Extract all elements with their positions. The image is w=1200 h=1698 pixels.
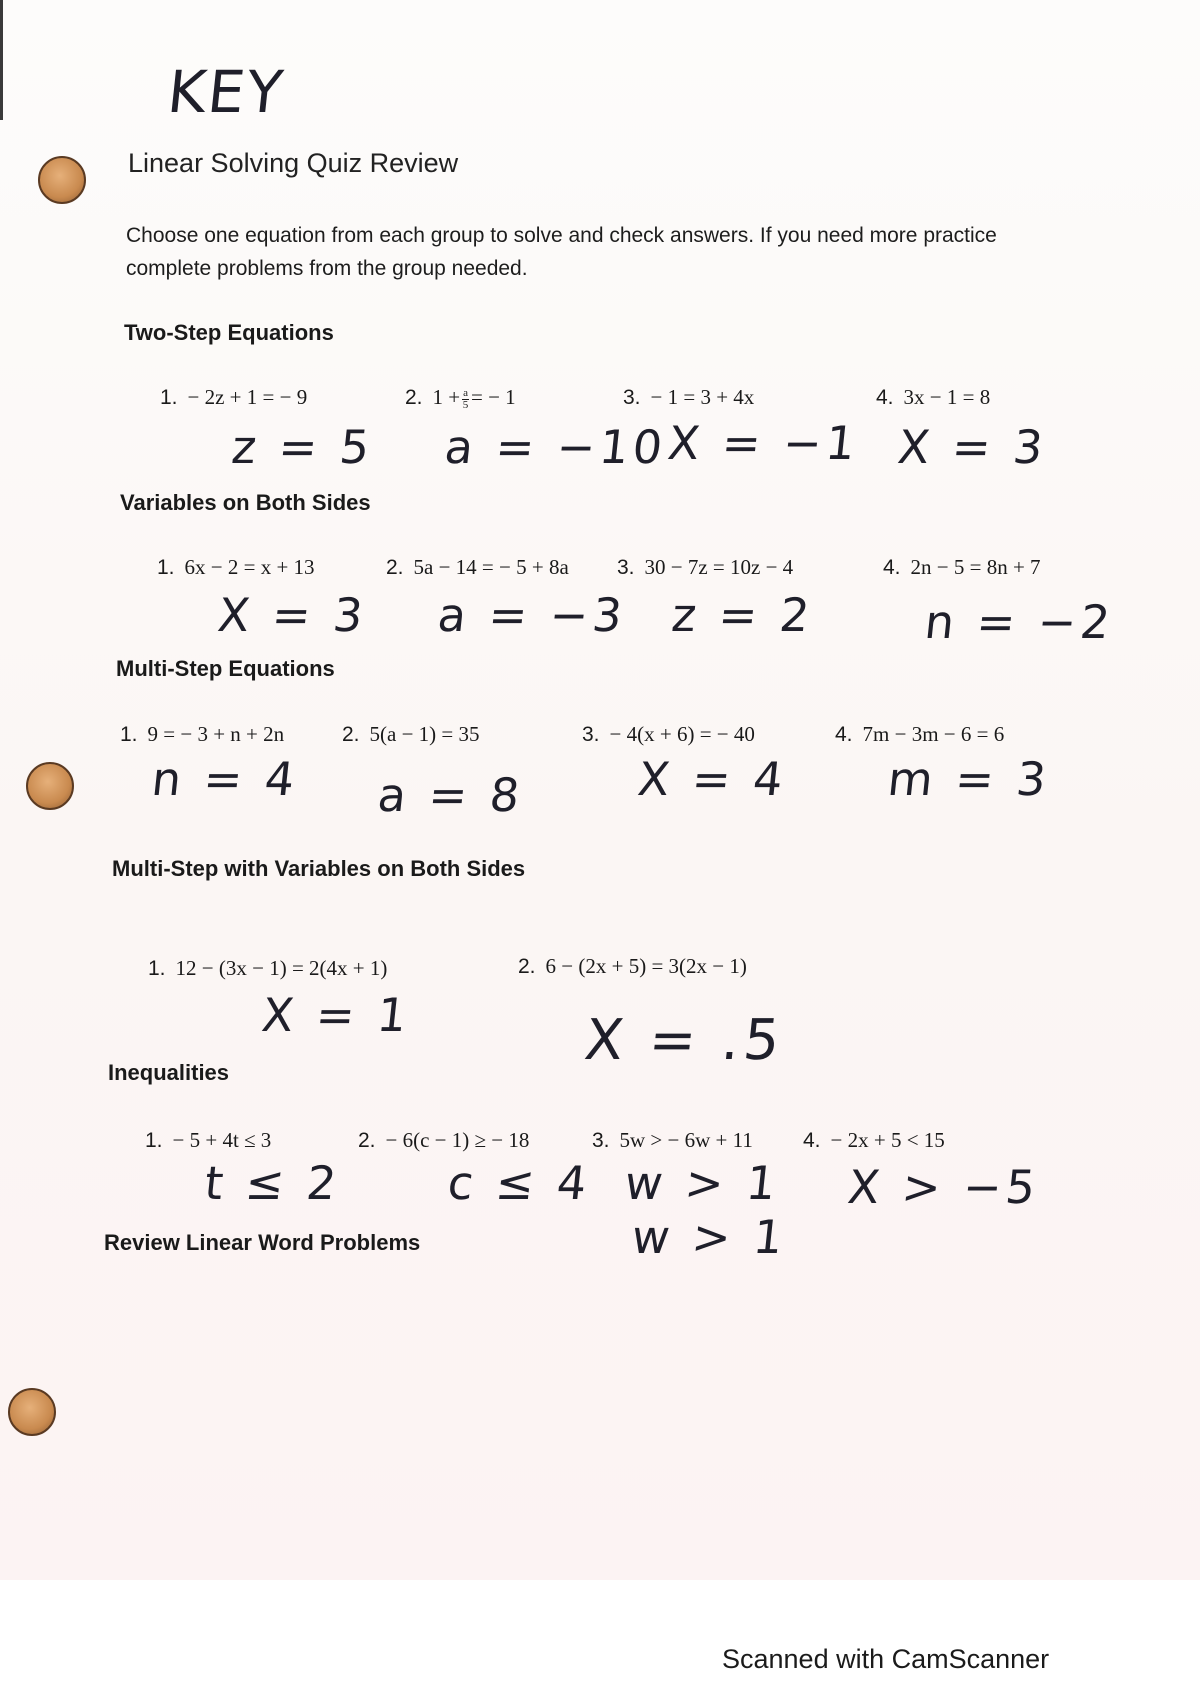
problem-number: 2.: [358, 1129, 376, 1152]
answer-ineq-2: c ≤ 4: [445, 1156, 594, 1210]
fraction-denominator: 5: [462, 398, 469, 411]
problem-equation: − 4(x + 6) = − 40: [609, 722, 755, 746]
answer-vbs-2: a = −3: [435, 588, 629, 642]
problem-number: 3.: [592, 1129, 610, 1152]
answer-two-step-1: z = 5: [229, 420, 377, 474]
problem-equation: − 2x + 5 < 15: [830, 1128, 945, 1152]
problem-number: 4.: [835, 723, 853, 746]
section-heading-inequalities: Inequalities: [108, 1060, 230, 1085]
problem-number: 1.: [157, 556, 175, 579]
answer-ineq-4: X > −5: [845, 1160, 1042, 1214]
problem-vbs-1: [157, 555, 315, 580]
problem-equation: 7m − 3m − 6 = 6: [862, 722, 1005, 746]
problem-number: 2.: [386, 556, 404, 579]
answer-two-step-2: a = −10: [442, 420, 669, 474]
problem-equation: 12 − (3x − 1) = 2(4x + 1): [175, 956, 388, 980]
problem-number: 2.: [518, 955, 536, 978]
problem-two-step-3: [623, 385, 754, 410]
problem-number: 4.: [803, 1129, 821, 1152]
problem-equation: 6 − (2x + 5) = 3(2x − 1): [545, 954, 747, 978]
problem-msvbs-1: [148, 956, 387, 981]
problem-two-step-4: [876, 385, 990, 410]
answer-ineq-3: w > 1: [622, 1156, 783, 1210]
answer-ineq-1: t ≤ 2: [202, 1156, 343, 1210]
answer-msvbs-1: X = 1: [259, 988, 414, 1042]
section-heading-two-step: Two-Step Equations: [124, 320, 334, 345]
problem-two-step-1: [160, 385, 307, 410]
problem-number: 1.: [145, 1129, 163, 1152]
answer-ineq-3-rewrite: w > 1: [629, 1210, 790, 1264]
problem-equation: 9 = − 3 + n + 2n: [147, 722, 285, 746]
answer-ms-1: n = 4: [149, 752, 302, 806]
problem-equation: 3x − 1 = 8: [903, 385, 991, 409]
problem-ineq-4: [803, 1128, 945, 1153]
answer-msvbs-2: X = .5: [581, 1008, 787, 1073]
fraction-a-over-5: [462, 388, 469, 411]
problem-equation: 2n − 5 = 8n + 7: [910, 555, 1041, 579]
problem-equation: − 1 = 3 + 4x: [650, 385, 755, 409]
problem-number: 4.: [883, 556, 901, 579]
problem-number: 3.: [623, 386, 641, 409]
fraction-numerator: a: [463, 386, 468, 399]
problem-number: 3.: [617, 556, 635, 579]
answer-vbs-1: X = 3: [215, 588, 370, 642]
answer-two-step-3: X = −1: [665, 416, 862, 470]
problem-ineq-2: [358, 1128, 529, 1153]
problem-number: 1.: [148, 957, 166, 980]
problem-equation: 5a − 14 = − 5 + 8a: [413, 555, 569, 579]
problem-two-step-2: [405, 385, 516, 411]
section-heading-multi-step-vbs: Multi-Step with Variables on Both Sides: [112, 856, 526, 881]
problem-number: 1.: [120, 723, 138, 746]
problem-msvbs-2: [518, 954, 747, 979]
answer-ms-3: X = 4: [635, 752, 790, 806]
punch-hole-bottom: [8, 1388, 56, 1436]
answer-ms-4: m = 3: [885, 752, 1053, 806]
problem-equation: 5w > − 6w + 11: [619, 1128, 753, 1152]
problem-ms-2: [342, 722, 480, 747]
problem-ms-4: [835, 722, 1004, 747]
problem-vbs-4: [883, 555, 1041, 580]
problem-equation: − 5 + 4t ≤ 3: [172, 1128, 272, 1152]
problem-number: 2.: [405, 386, 423, 409]
problem-equation: − 2z + 1 = − 9: [187, 385, 308, 409]
problem-ms-1: [120, 722, 284, 747]
section-heading-variables-both-sides: Variables on Both Sides: [120, 490, 371, 515]
problem-number: 4.: [876, 386, 894, 409]
problem-equation-suffix: = − 1: [471, 385, 516, 409]
punch-hole-middle: [26, 762, 74, 810]
problem-equation: 5(a − 1) = 35: [369, 722, 480, 746]
problem-ms-3: [582, 722, 755, 747]
problem-vbs-3: [617, 555, 793, 580]
problem-equation: 30 − 7z = 10z − 4: [644, 555, 794, 579]
answer-vbs-4: n = −2: [922, 595, 1117, 649]
problem-ineq-1: [145, 1128, 271, 1153]
scanner-watermark: Scanned with CamScanner: [722, 1644, 1050, 1674]
problem-number: 3.: [582, 723, 600, 746]
answer-vbs-3: z = 2: [669, 588, 817, 642]
problem-vbs-2: [386, 555, 569, 580]
instructions-text: Choose one equation from each group to solve and check answers. If you need more practice complete problems from the group needed.: [126, 224, 997, 280]
problem-number: 1.: [160, 386, 178, 409]
answer-two-step-4: X = 3: [895, 420, 1050, 474]
page-title: Linear Solving Quiz Review: [128, 148, 459, 178]
punch-hole-top: [38, 156, 86, 204]
section-heading-word-problems: Review Linear Word Problems: [104, 1230, 421, 1255]
problem-equation-prefix: 1 +: [432, 385, 461, 409]
problem-equation: 6x − 2 = x + 13: [184, 555, 315, 579]
problem-equation: − 6(c − 1) ≥ − 18: [385, 1128, 530, 1152]
answer-ms-2: a = 8: [375, 768, 527, 822]
page-edge-line: [0, 0, 3, 120]
section-heading-multi-step: Multi-Step Equations: [116, 656, 335, 681]
problem-number: 2.: [342, 723, 360, 746]
handwritten-key-label: KEY: [164, 58, 288, 126]
problem-ineq-3: [592, 1128, 753, 1153]
